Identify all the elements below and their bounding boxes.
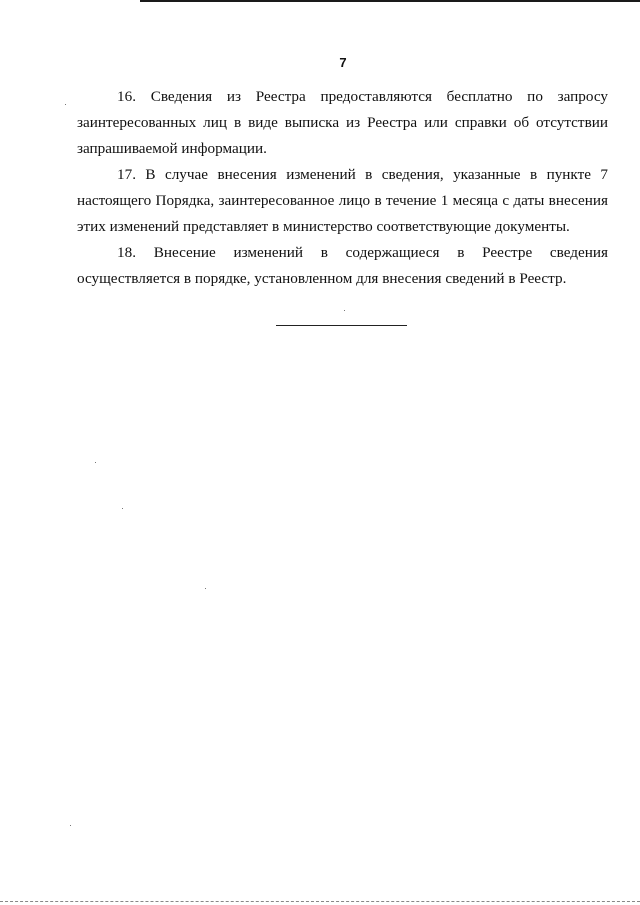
scan-speck [205, 588, 206, 589]
scan-speck [95, 462, 96, 463]
scan-speck [65, 104, 66, 105]
paragraph-17: 17. В случае внесения изменений в сведения, указанные в пункте 7 настоящего Порядка, заинтересованное лицо в течение 1 месяца с даты внесения этих изменений представляет в министерство соответствующие документы. [77, 166, 608, 235]
document-body [77, 84, 608, 292]
end-of-text-rule [276, 325, 407, 326]
paragraph-16: 16. Сведения из Реестра предоставляются бесплатно по запросу заинтересованных лиц в виде выписка из Реестра или справки об отсутствии запрашиваемой информации. [77, 88, 608, 157]
scan-speck [70, 825, 71, 826]
scan-speck [122, 508, 123, 509]
paragraph-18: 18. Внесение изменений в содержащиеся в Реестре сведения осуществляется в порядке, установленном для внесения сведений в Реестр. [77, 244, 608, 287]
page-number: 7 [339, 55, 347, 70]
scan-speck [344, 310, 345, 311]
scan-edge-bottom [0, 901, 640, 903]
scan-edge-top [140, 0, 640, 2]
